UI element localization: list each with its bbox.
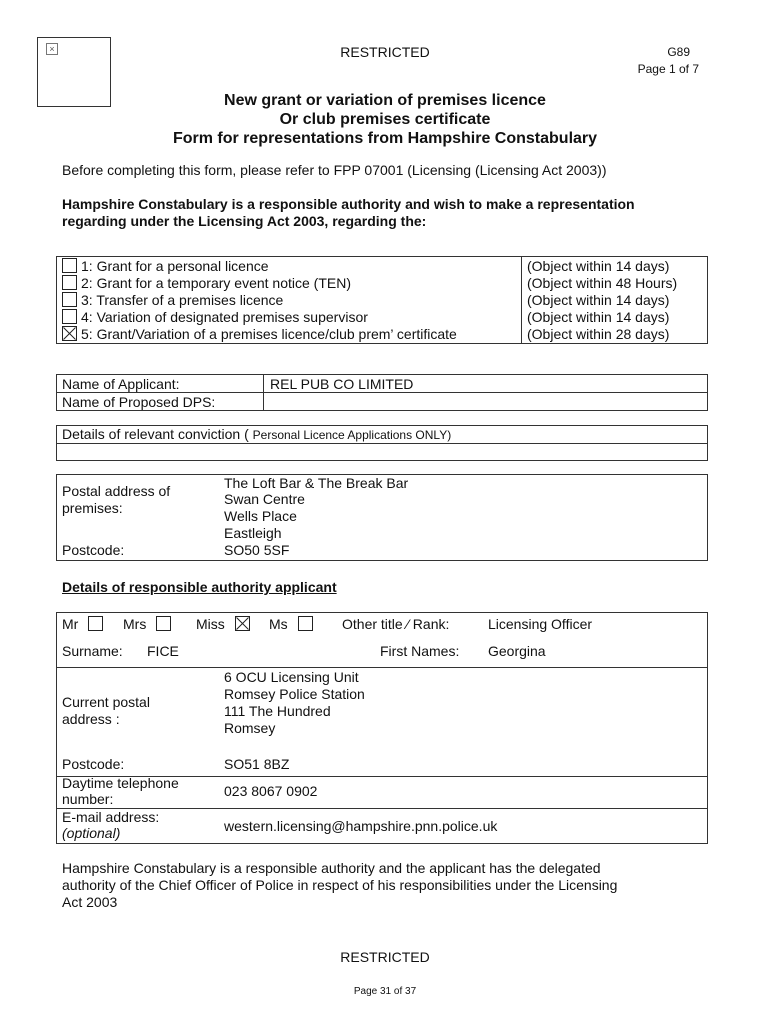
authority-section-heading: Details of responsible authority applicant bbox=[62, 579, 337, 595]
surname-value[interactable]: FICE bbox=[147, 643, 179, 659]
option-4-deadline: (Object within 14 days) bbox=[527, 309, 670, 325]
title-line-2: Or club premises certificate bbox=[279, 111, 491, 128]
statement-line-1: Hampshire Constabulary is a responsible authority and wish to make a representation bbox=[62, 196, 635, 212]
current-address-line[interactable]: Romsey bbox=[224, 720, 276, 736]
option-3-label: 3: Transfer of a premises licence bbox=[81, 292, 284, 308]
current-address-line[interactable]: Romsey Police Station bbox=[224, 686, 365, 702]
option-4-checkbox[interactable] bbox=[62, 309, 77, 324]
closing-line-3: Act 2003 bbox=[62, 894, 118, 910]
option-3-checkbox[interactable] bbox=[62, 292, 77, 307]
premises-address-label-1: Postal address of bbox=[62, 483, 171, 499]
premises-address-line[interactable]: Swan Centre bbox=[224, 491, 305, 507]
dps-name-label: Name of Proposed DPS: bbox=[62, 394, 216, 410]
option-5-label: 5: Grant/Variation of a premises licence/club prem’ certificate bbox=[81, 326, 457, 342]
option-3-deadline: (Object within 14 days) bbox=[527, 292, 670, 308]
title-mrs-checkbox[interactable] bbox=[156, 616, 171, 631]
premises-address-label-2: premises: bbox=[62, 500, 123, 516]
first-names-label: First Names: bbox=[380, 643, 460, 659]
conviction-value[interactable] bbox=[62, 444, 702, 458]
option-1-deadline: (Object within 14 days) bbox=[527, 258, 670, 274]
premises-postcode-label: Postcode: bbox=[62, 542, 125, 558]
authority-divider bbox=[56, 667, 707, 668]
conviction-label-note: Personal Licence Applications ONLY) bbox=[252, 428, 452, 442]
authority-postcode-label: Postcode: bbox=[62, 756, 125, 772]
option-2-label: 2: Grant for a temporary event notice (TEN) bbox=[81, 275, 351, 291]
option-row[interactable] bbox=[62, 292, 522, 309]
other-title-value[interactable]: Licensing Officer bbox=[488, 616, 593, 632]
applicant-name-value[interactable]: REL PUB CO LIMITED bbox=[270, 376, 414, 392]
title-miss-checkbox[interactable] bbox=[235, 616, 250, 631]
applicant-col-divider bbox=[263, 374, 264, 410]
premises-address-line[interactable]: Wells Place bbox=[224, 508, 297, 524]
restricted-marking-bottom: RESTRICTED bbox=[340, 949, 430, 965]
title-mr[interactable] bbox=[62, 616, 107, 633]
intro-text: Before completing this form, please refer to FPP 07001 (Licensing (Licensing Act 2003)) bbox=[62, 162, 607, 178]
phone-label-1: Daytime telephone bbox=[62, 775, 179, 791]
phone-label-2: number: bbox=[62, 791, 114, 807]
closing-line-2: authority of the Chief Officer of Police in respect of his responsibilities under the Licensing bbox=[62, 877, 618, 893]
title-mr-label: Mr bbox=[62, 616, 79, 632]
title-mrs-label: Mrs bbox=[123, 616, 147, 632]
closing-text bbox=[62, 860, 712, 911]
title-ms-checkbox[interactable] bbox=[298, 616, 313, 631]
surname-label: Surname: bbox=[62, 643, 123, 659]
email-optional-note: (optional) bbox=[62, 825, 121, 841]
title-ms-label: Ms bbox=[269, 616, 288, 632]
title-line-1: New grant or variation of premises licence bbox=[224, 92, 546, 109]
premises-address-line[interactable]: The Loft Bar & The Break Bar bbox=[224, 475, 409, 491]
option-5-deadline: (Object within 28 days) bbox=[527, 326, 670, 342]
title-miss-label: Miss bbox=[196, 616, 225, 632]
current-address-label-2: address : bbox=[62, 711, 120, 727]
title-miss[interactable] bbox=[196, 616, 254, 633]
premises-address-line[interactable]: Eastleigh bbox=[224, 525, 282, 541]
title-mr-checkbox[interactable] bbox=[88, 616, 103, 631]
current-address-label-1: Current postal bbox=[62, 694, 150, 710]
other-title-label: Other title ⁄ Rank: bbox=[342, 616, 450, 632]
footer-page-number: Page 31 of 37 bbox=[353, 986, 417, 997]
title-mrs[interactable] bbox=[123, 616, 175, 633]
form-code: G89 bbox=[667, 45, 690, 59]
option-row[interactable] bbox=[62, 326, 522, 343]
premises-postcode[interactable]: SO50 5SF bbox=[224, 542, 290, 558]
statement-text bbox=[62, 196, 712, 230]
closing-line-1: Hampshire Constabulary is a responsible authority and the applicant has the delegated bbox=[62, 860, 601, 876]
form-title bbox=[0, 91, 770, 148]
option-4-label: 4: Variation of designated premises supervisor bbox=[81, 309, 368, 325]
broken-image-icon: × bbox=[46, 43, 58, 55]
option-2-checkbox[interactable] bbox=[62, 275, 77, 290]
option-2-deadline: (Object within 48 Hours) bbox=[527, 275, 678, 291]
authority-postcode[interactable]: SO51 8BZ bbox=[224, 756, 290, 772]
restricted-marking-top: RESTRICTED bbox=[340, 44, 430, 60]
email-label: E-mail address: bbox=[62, 809, 160, 825]
email-value[interactable]: western.licensing@hampshire.pnn.police.uk bbox=[224, 818, 498, 834]
conviction-label-main: Details of relevant conviction ( bbox=[62, 426, 249, 442]
first-names-value[interactable]: Georgina bbox=[488, 643, 546, 659]
option-row[interactable] bbox=[62, 275, 522, 292]
title-line-3: Form for representations from Hampshire Constabulary bbox=[172, 130, 598, 147]
current-address-line[interactable]: 111 The Hundred bbox=[224, 703, 331, 719]
option-row[interactable] bbox=[62, 258, 522, 275]
title-ms[interactable] bbox=[269, 616, 317, 633]
page-number: Page 1 of 7 bbox=[637, 62, 699, 76]
applicant-name-label: Name of Applicant: bbox=[62, 376, 180, 392]
phone-value[interactable]: 023 8067 0902 bbox=[224, 783, 318, 799]
option-1-label: 1: Grant for a personal licence bbox=[81, 258, 269, 274]
statement-line-2: regarding under the Licensing Act 2003, regarding the: bbox=[62, 213, 427, 229]
option-1-checkbox[interactable] bbox=[62, 258, 77, 273]
option-row[interactable] bbox=[62, 309, 522, 326]
option-5-checkbox[interactable] bbox=[62, 326, 77, 341]
conviction-label bbox=[62, 426, 451, 444]
current-address-line[interactable]: 6 OCU Licensing Unit bbox=[224, 669, 359, 685]
